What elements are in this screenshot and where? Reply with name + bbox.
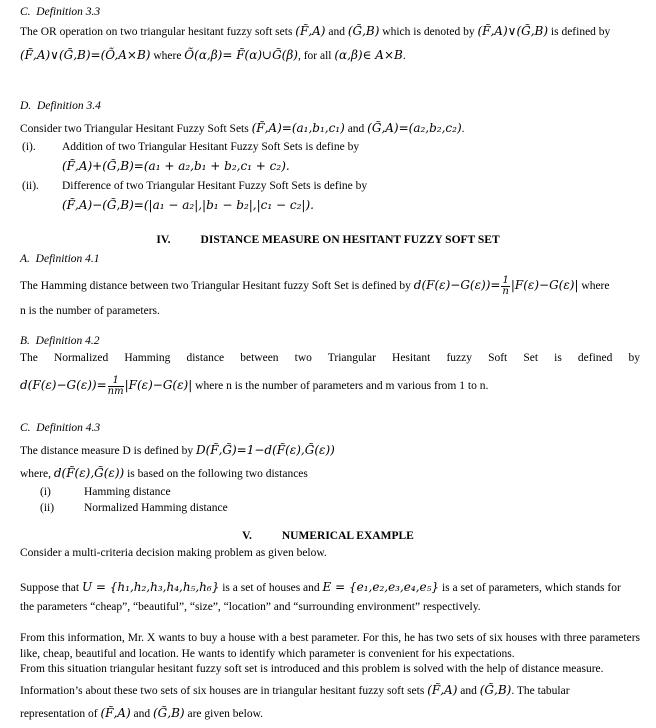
math-expr: (F̃,A)∨(G̃,B)	[477, 24, 549, 38]
math-expr: (F̃,A)	[295, 24, 326, 38]
fraction: $\frac{1}{n}$	[502, 275, 509, 297]
list-item-num: (ii)	[40, 502, 55, 514]
def-label: C.	[20, 6, 31, 18]
def-4-2-line-1: The Normalized Hamming distance between two Triangular Hesitant fuzzy Soft Set is defined by	[20, 352, 640, 364]
list-item-text: Addition of two Triangular Hesitant Fuzzy Soft Sets is define by	[62, 141, 360, 153]
math-expr: (F̃,A)∨(G̃,B)=(Õ,A×B)	[20, 48, 151, 62]
math-expr: Õ(α,β)= F̃(α)∪G̃(β)	[184, 48, 298, 62]
def-label: D.	[20, 100, 32, 112]
math-expr: (α,β)∈ A×B	[334, 48, 403, 62]
list-item-text: Difference of two Triangular Hesitant Fuzzy Soft Sets is define by	[62, 180, 368, 192]
paragraph-line: Suppose that U = {h₁,h₂,h₃,h₄,h₅,h₆} is a set of houses and E = {e₁,e₂,e₃,e₄,e₅} is a set of parameters, which stands for	[20, 580, 621, 594]
paragraph: From this situation triangular hesitant fuzzy soft set is introduced and this problem is solved with the help of distance measure.	[20, 663, 604, 675]
math-expr: |F(ε)−G(ε)|	[510, 278, 579, 293]
fraction: $\frac{1}{nm}$	[107, 375, 124, 397]
def-3-3-line-1: The OR operation on two triangular hesitant fuzzy soft sets (F̃,A) and (G̃,B) which is denoted by (F̃,A)∨(G̃,B) is defined by	[20, 24, 611, 38]
def-4-3-heading: C. Definition 4.3	[20, 422, 101, 434]
def-3-3-heading	[20, 4, 100, 20]
math-expr: (F̃,A)	[100, 706, 131, 720]
math-expr: d(F(ε)−G(ε))=	[413, 278, 501, 293]
list-item-num: (i)	[40, 486, 51, 498]
def-4-1-line-1: The Hamming distance between two Triangular Hesitant fuzzy Soft Set is defined by d(F(ε)−G(ε))= $\frac{1}{n}$ |F(ε)−G(ε)| where	[20, 275, 610, 297]
math-expr: d(F̃(ε),G̃(ε))	[53, 466, 125, 480]
math-expr: (F̃,A)	[427, 683, 458, 697]
paragraph: From this information, Mr. X wants to buy a house with a best parameter. For this, he has two sets of six houses with three parameters like, cheap, beautiful and location. He wants to identify which parameter is convenient for his expectations.	[20, 632, 640, 660]
paragraph-line: the parameters “cheap”, “beautiful”, “size”, “location” and “surrounding environment” respectively.	[20, 601, 481, 613]
list-item-text: Normalized Hamming distance	[84, 502, 228, 514]
def-4-3-line-1: The distance measure D is defined by D(F̃,G̃)=1−d(F̃(ε),G̃(ε))	[20, 443, 335, 457]
math-formula: (F̃,A)−(G̃,B)=(|a₁ − a₂|,|b₁ − b₂|,|c₁ − c₂|).	[62, 198, 314, 212]
paragraph-line: representation of (F̃,A) and (G̃,B) are given below.	[20, 706, 264, 720]
math-expr: |F(ε)−G(ε)|	[124, 378, 193, 393]
math-expr: E = {e₁,e₂,e₃,e₄,e₅}	[322, 580, 440, 594]
math-expr: (G̃,B)	[347, 24, 380, 38]
def-3-4-line-1: Consider two Triangular Hesitant Fuzzy Soft Sets (F̃,A)=(a₁,b₁,c₁) and (G̃,A)=(a₂,b₂,c₂).	[20, 121, 465, 135]
math-expr: U = {h₁,h₂,h₃,h₄,h₅,h₆}	[81, 580, 220, 594]
paragraph: Consider a multi-criteria decision making problem as given below.	[20, 547, 327, 559]
def-4-1-line-2: n is the number of parameters.	[20, 305, 160, 317]
section-heading-iv: IV. DISTANCE MEASURE ON HESITANT FUZZY SOFT SET	[156, 234, 500, 246]
math-formula: (F̃,A)+(G̃,B)=(a₁ + a₂,b₁ + b₂,c₁ + c₂).	[62, 159, 290, 173]
math-expr: (F̃,A)=(a₁,b₁,c₁)	[251, 121, 345, 135]
list-item-num: (ii).	[22, 180, 39, 192]
list-item-num: (i).	[22, 141, 36, 153]
def-4-1-heading: A. Definition 4.1	[20, 253, 100, 265]
def-title: Definition 3.4	[36, 100, 101, 112]
def-3-3-line-2: (F̃,A)∨(G̃,B)=(Õ,A×B) where Õ(α,β)= F̃(α)∪G̃(β), for all (α,β)∈ A×B.	[20, 48, 406, 62]
def-4-3-line-2: where, d(F̃(ε),G̃(ε)) is based on the following two distances	[20, 466, 308, 480]
def-4-2-line-2: d(F(ε)−G(ε))= $\frac{1}{nm}$ |F(ε)−G(ε)| where n is the number of parameters and m various from 1 to n.	[20, 375, 489, 397]
list-item-text: Hamming distance	[84, 486, 171, 498]
def-title: Definition 3.3	[36, 6, 101, 18]
section-heading-v: V. NUMERICAL EXAMPLE	[242, 530, 414, 542]
math-expr: (G̃,B)	[153, 706, 185, 720]
def-4-2-heading: B. Definition 4.2	[20, 335, 100, 347]
def-3-4-heading	[20, 98, 101, 114]
math-expr: d(F(ε)−G(ε))=	[20, 378, 107, 393]
math-expr: (G̃,A)=(a₂,b₂,c₂)	[367, 121, 462, 135]
math-expr: D(F̃,G̃)=1−d(F̃(ε),G̃(ε))	[195, 443, 335, 457]
math-expr: (G̃,B)	[479, 683, 512, 697]
paragraph-line: Information’s about these two sets of six houses are in triangular hesitant fuzzy soft sets (F̃,A) and (G̃,B). The tabular	[20, 683, 570, 697]
